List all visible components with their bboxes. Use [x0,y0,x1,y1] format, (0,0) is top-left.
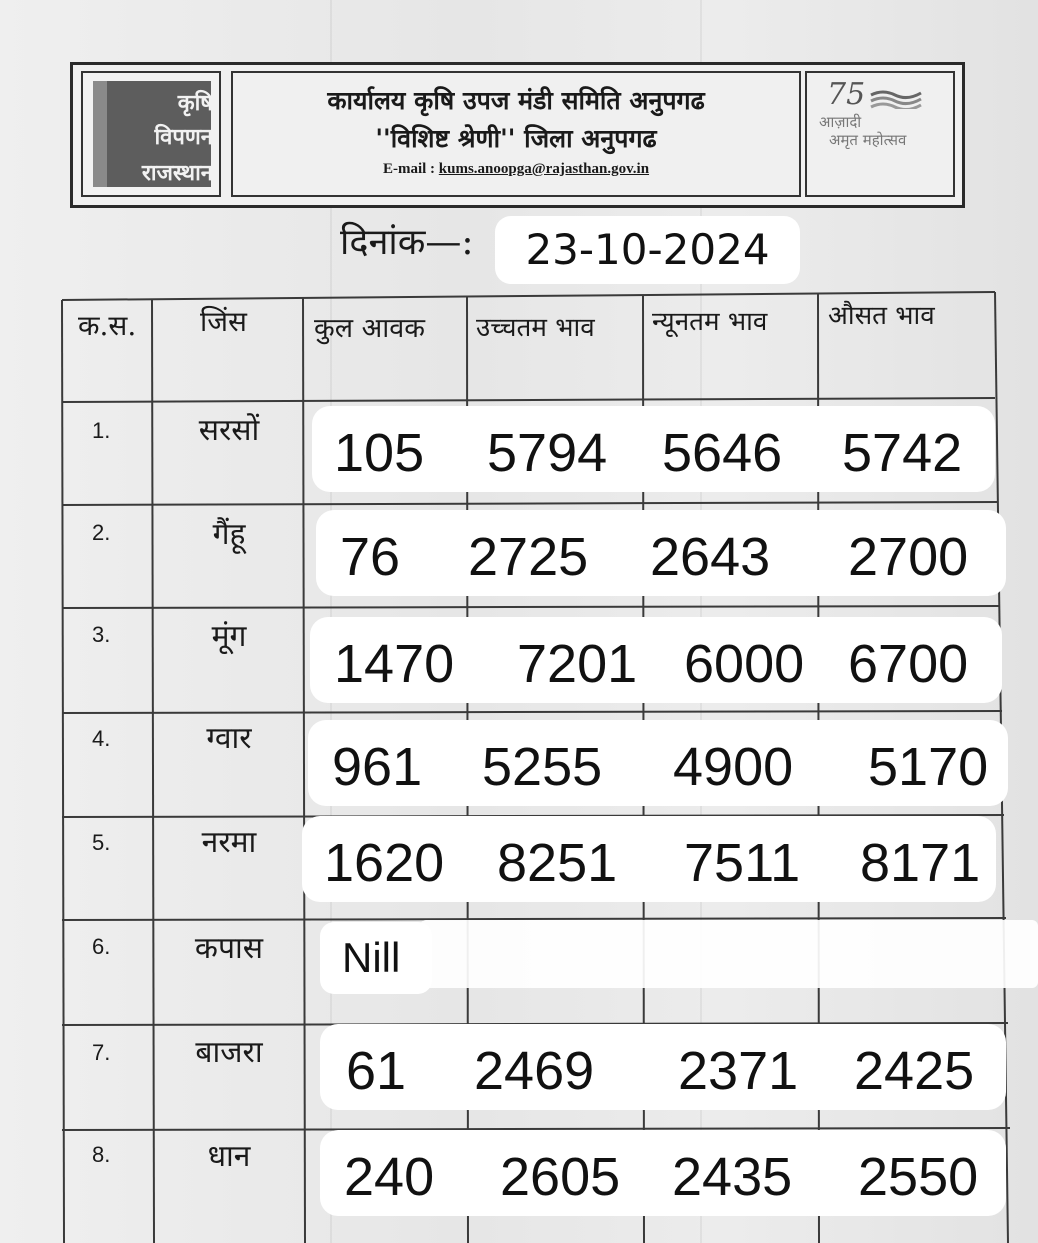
row-3-min-price: 6000 [684,634,805,694]
row-5-sno: 5. [92,830,111,855]
row-4-arrival: 961 [332,737,423,797]
row-1-max-price: 5794 [487,423,608,483]
date-value: 23-10-2024 [495,216,800,284]
row-1-arrival: 105 [334,423,425,483]
row-1-sno: 1. [92,418,111,443]
row-4-crop: ग्वार [206,721,252,756]
row-7-max-price: 2469 [474,1041,595,1101]
row-3-sno: 3. [92,622,111,647]
row-5-min-price: 7511 [684,833,801,893]
row-2-arrival: 76 [340,527,401,587]
row-7-crop: बाजरा [195,1035,263,1070]
row-6-crop: कपास [194,931,264,966]
row-8-sno: 8. [92,1142,111,1167]
whiteout-patch [420,920,1038,988]
email-label: E-mail : [382,161,436,177]
row-8-max-price: 2605 [500,1147,621,1207]
row-3-max-price: 7201 [517,634,638,694]
row-4-min-price: 4900 [673,737,794,797]
column-header-avg-price: औसत भाव [828,301,935,331]
row-3-avg-price: 6700 [848,634,969,694]
row-1-min-price: 5646 [662,423,783,483]
row-4-sno: 4. [92,726,111,751]
row-4-avg-price: 5170 [868,737,989,797]
row-8-arrival: 240 [344,1147,435,1207]
column-header-max-price: उच्चतम भाव [476,313,595,343]
row-7-min-price: 2371 [678,1041,799,1101]
row-8-min-price: 2435 [672,1147,793,1207]
row-5-crop: नरमा [201,825,257,860]
row-8-avg-price: 2550 [858,1147,979,1207]
row-7-arrival: 61 [346,1041,407,1101]
column-header-min-price: न्यूनतम भाव [652,307,768,337]
row-2-max-price: 2725 [468,527,589,587]
emblem-line-1: आज़ादी [819,113,862,131]
row-7-sno: 7. [92,1040,111,1065]
row-8-crop: धान [207,1139,251,1174]
column-header-sno: क.स. [78,309,137,342]
category-line: ''विशिष्ट श्रेणी'' जिला अनुपगढ [375,124,657,153]
row-5-max-price: 8251 [497,833,618,893]
row-2-avg-price: 2700 [848,527,969,587]
logo-line-1: कृषि [177,90,213,116]
row-2-sno: 2. [92,520,111,545]
row-1-crop: सरसों [198,413,260,448]
row-6-sno: 6. [92,934,111,959]
logo-line-3: राजस्थान [141,160,213,186]
row-1-avg-price: 5742 [842,423,963,483]
row-5-avg-price: 8171 [860,833,981,893]
row-2-crop: गैंहू [212,517,246,552]
row-2-min-price: 2643 [650,527,771,587]
column-header-total-arrival: कुल आवक [314,313,425,344]
row-3-arrival: 1470 [334,634,455,694]
row-4-max-price: 5255 [482,737,603,797]
row-5-arrival: 1620 [324,833,445,893]
email-address: kums.anoopga@rajasthan.gov.in [438,161,650,177]
office-title: कार्यालय कृषि उपज मंडी समिति अनुपगढ [327,86,705,115]
row-7-avg-price: 2425 [854,1041,975,1101]
row-3-crop: मूंग [211,619,247,654]
logo-line-2: विपणन [154,124,213,150]
date-label: दिनांक—: [340,222,474,263]
row-6-nill: Nill [342,934,401,981]
emblem-number: 75 [827,77,866,112]
emblem-line-2: अमृत महोत्सव [829,131,907,149]
column-header-crop: जिंस [200,305,247,338]
